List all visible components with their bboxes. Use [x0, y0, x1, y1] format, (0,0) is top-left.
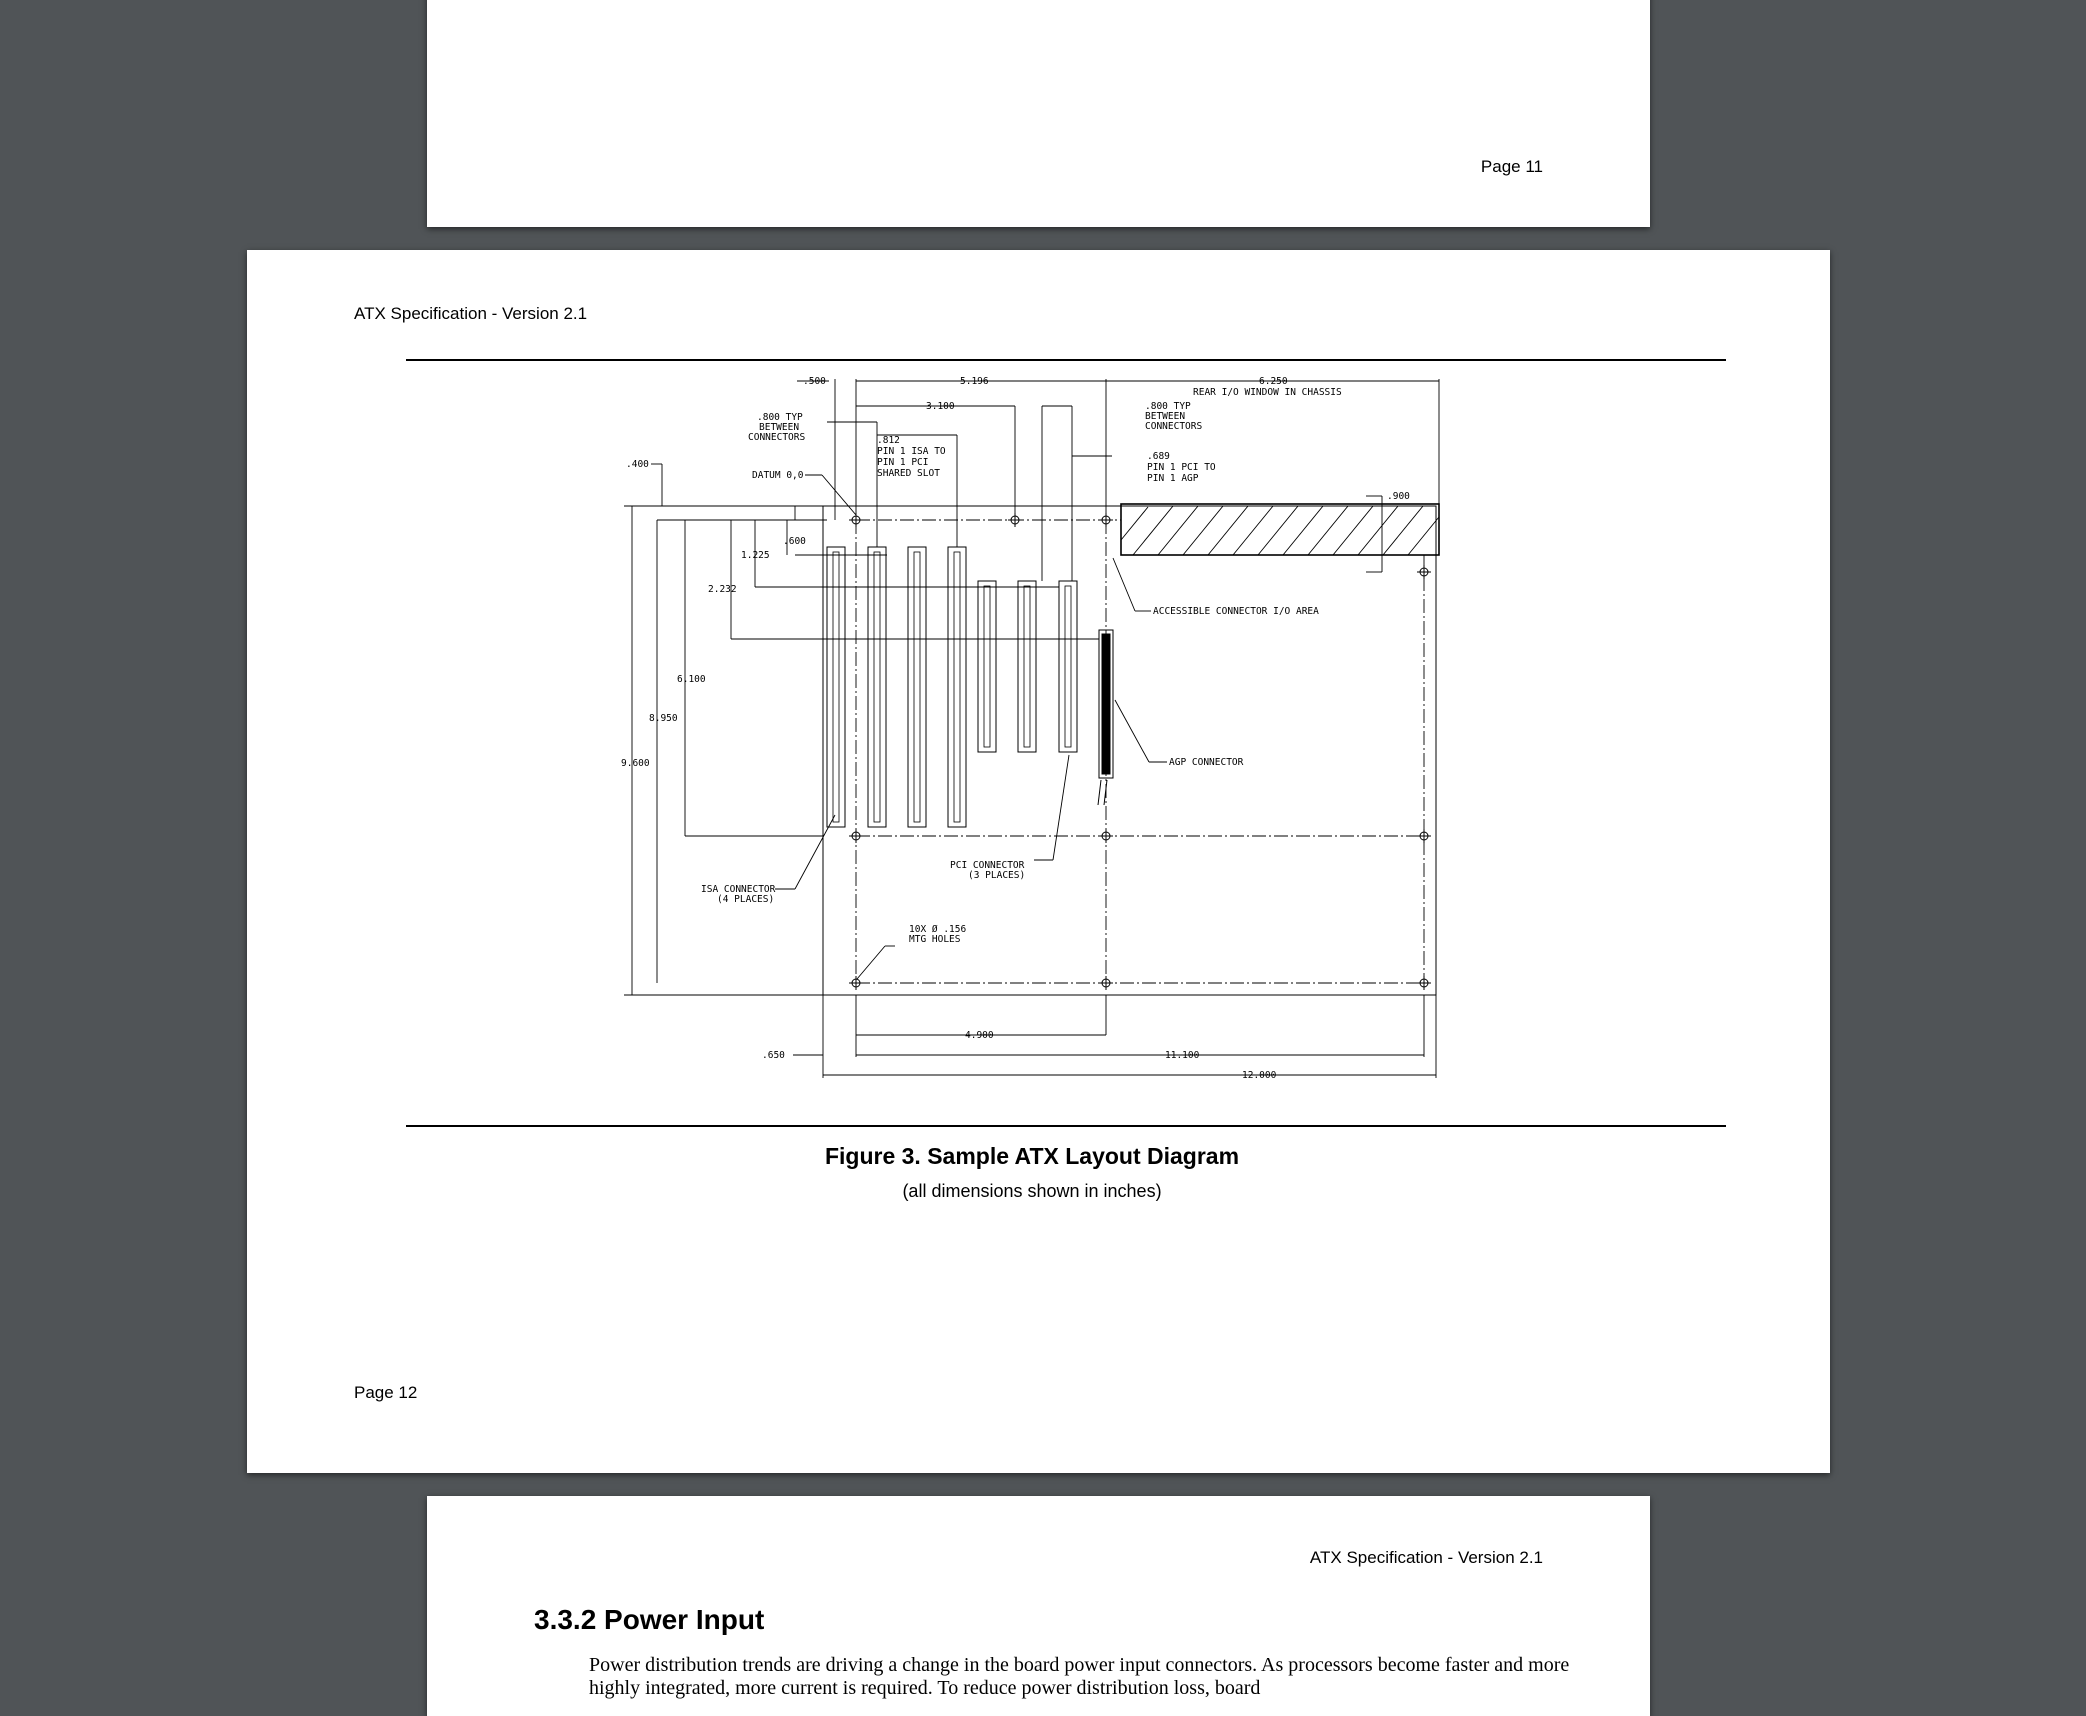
io-area-label: ACCESSIBLE CONNECTOR I/O AREA	[1153, 606, 1319, 617]
dim-label: .500	[803, 376, 826, 387]
agp-connector	[1098, 630, 1113, 805]
typ-label-2: .800 TYP	[1145, 401, 1191, 412]
page-header: ATX Specification - Version 2.1	[1309, 1548, 1543, 1567]
dim-label: 4.900	[965, 1030, 994, 1041]
agp-label: AGP CONNECTOR	[1169, 757, 1244, 768]
between-label-2: BETWEEN	[1145, 411, 1186, 422]
typ-label: .800 TYP	[757, 412, 803, 423]
connectors-label: CONNECTORS	[748, 432, 806, 443]
mounting-holes	[849, 513, 1431, 990]
page-header: ATX Specification - Version 2.1	[354, 304, 588, 323]
dim-label: .650	[762, 1050, 785, 1061]
page-12	[247, 250, 1830, 1473]
dimension-lines	[624, 379, 1439, 1078]
datum-label: DATUM 0,0	[752, 470, 804, 481]
dim-label: 6.100	[677, 674, 706, 685]
dim-label: .689	[1147, 451, 1170, 462]
pci-label: PCI CONNECTOR	[950, 860, 1025, 871]
pin-pci-label: PIN 1 PCI	[877, 457, 929, 468]
page-13	[427, 1496, 1650, 1716]
dim-label: 6.250	[1259, 376, 1288, 387]
figure-caption: Figure 3. Sample ATX Layout Diagram	[824, 1143, 1240, 1169]
isa-label: ISA CONNECTOR	[701, 884, 776, 895]
body-paragraph: Power distribution trends are driving a change in the board power input connectors. As processors become faster and more highly integrated, more current is required. To reduce power distribution loss, board	[589, 1654, 1570, 1699]
pci-count-label: (3 PLACES)	[968, 870, 1026, 881]
pin-agp-label: PIN 1 AGP	[1147, 473, 1199, 484]
pci-connectors	[978, 581, 1077, 752]
dim-label: 2.232	[708, 584, 737, 595]
figure-bottom-rule	[406, 1125, 1726, 1127]
connectors-label-2: CONNECTORS	[1145, 421, 1203, 432]
page-number: Page 11	[1480, 157, 1543, 176]
figure-note: (all dimensions shown in inches)	[902, 1181, 1162, 1201]
io-hatch	[1121, 506, 1439, 555]
mtg-hole-size-label: 10X Ø .156	[909, 924, 967, 935]
dim-label: 9.600	[621, 758, 650, 769]
rear-io-label: REAR I/O WINDOW IN CHASSIS	[1193, 387, 1342, 398]
dim-label: 5.196	[960, 376, 989, 387]
dim-label: 1.225	[741, 550, 770, 561]
pin-isa-label: PIN 1 ISA TO	[877, 446, 946, 457]
board-outline	[823, 506, 1436, 995]
dim-label: .600	[783, 536, 806, 547]
dim-label: 8.950	[649, 713, 678, 724]
isa-connectors	[827, 547, 966, 827]
pin-pci-to-label: PIN 1 PCI TO	[1147, 462, 1216, 473]
page-number: Page 12	[354, 1383, 418, 1402]
atx-layout-diagram	[247, 250, 1830, 1473]
reference-lines	[856, 520, 1424, 983]
page-11	[427, 0, 1650, 227]
between-label: BETWEEN	[759, 422, 800, 433]
dim-label: 12.000	[1242, 1070, 1277, 1081]
dim-label: .400	[626, 459, 649, 470]
isa-count-label: (4 PLACES)	[717, 894, 775, 905]
dim-label: .900	[1387, 491, 1410, 502]
section-heading: 3.3.2 Power Input	[534, 1604, 765, 1635]
mtg-holes-label: MTG HOLES	[909, 934, 961, 945]
dim-label: 11.100	[1165, 1050, 1200, 1061]
shared-slot-label: SHARED SLOT	[877, 468, 940, 479]
dim-label: 3.100	[926, 401, 955, 412]
dim-label: .812	[877, 435, 900, 446]
